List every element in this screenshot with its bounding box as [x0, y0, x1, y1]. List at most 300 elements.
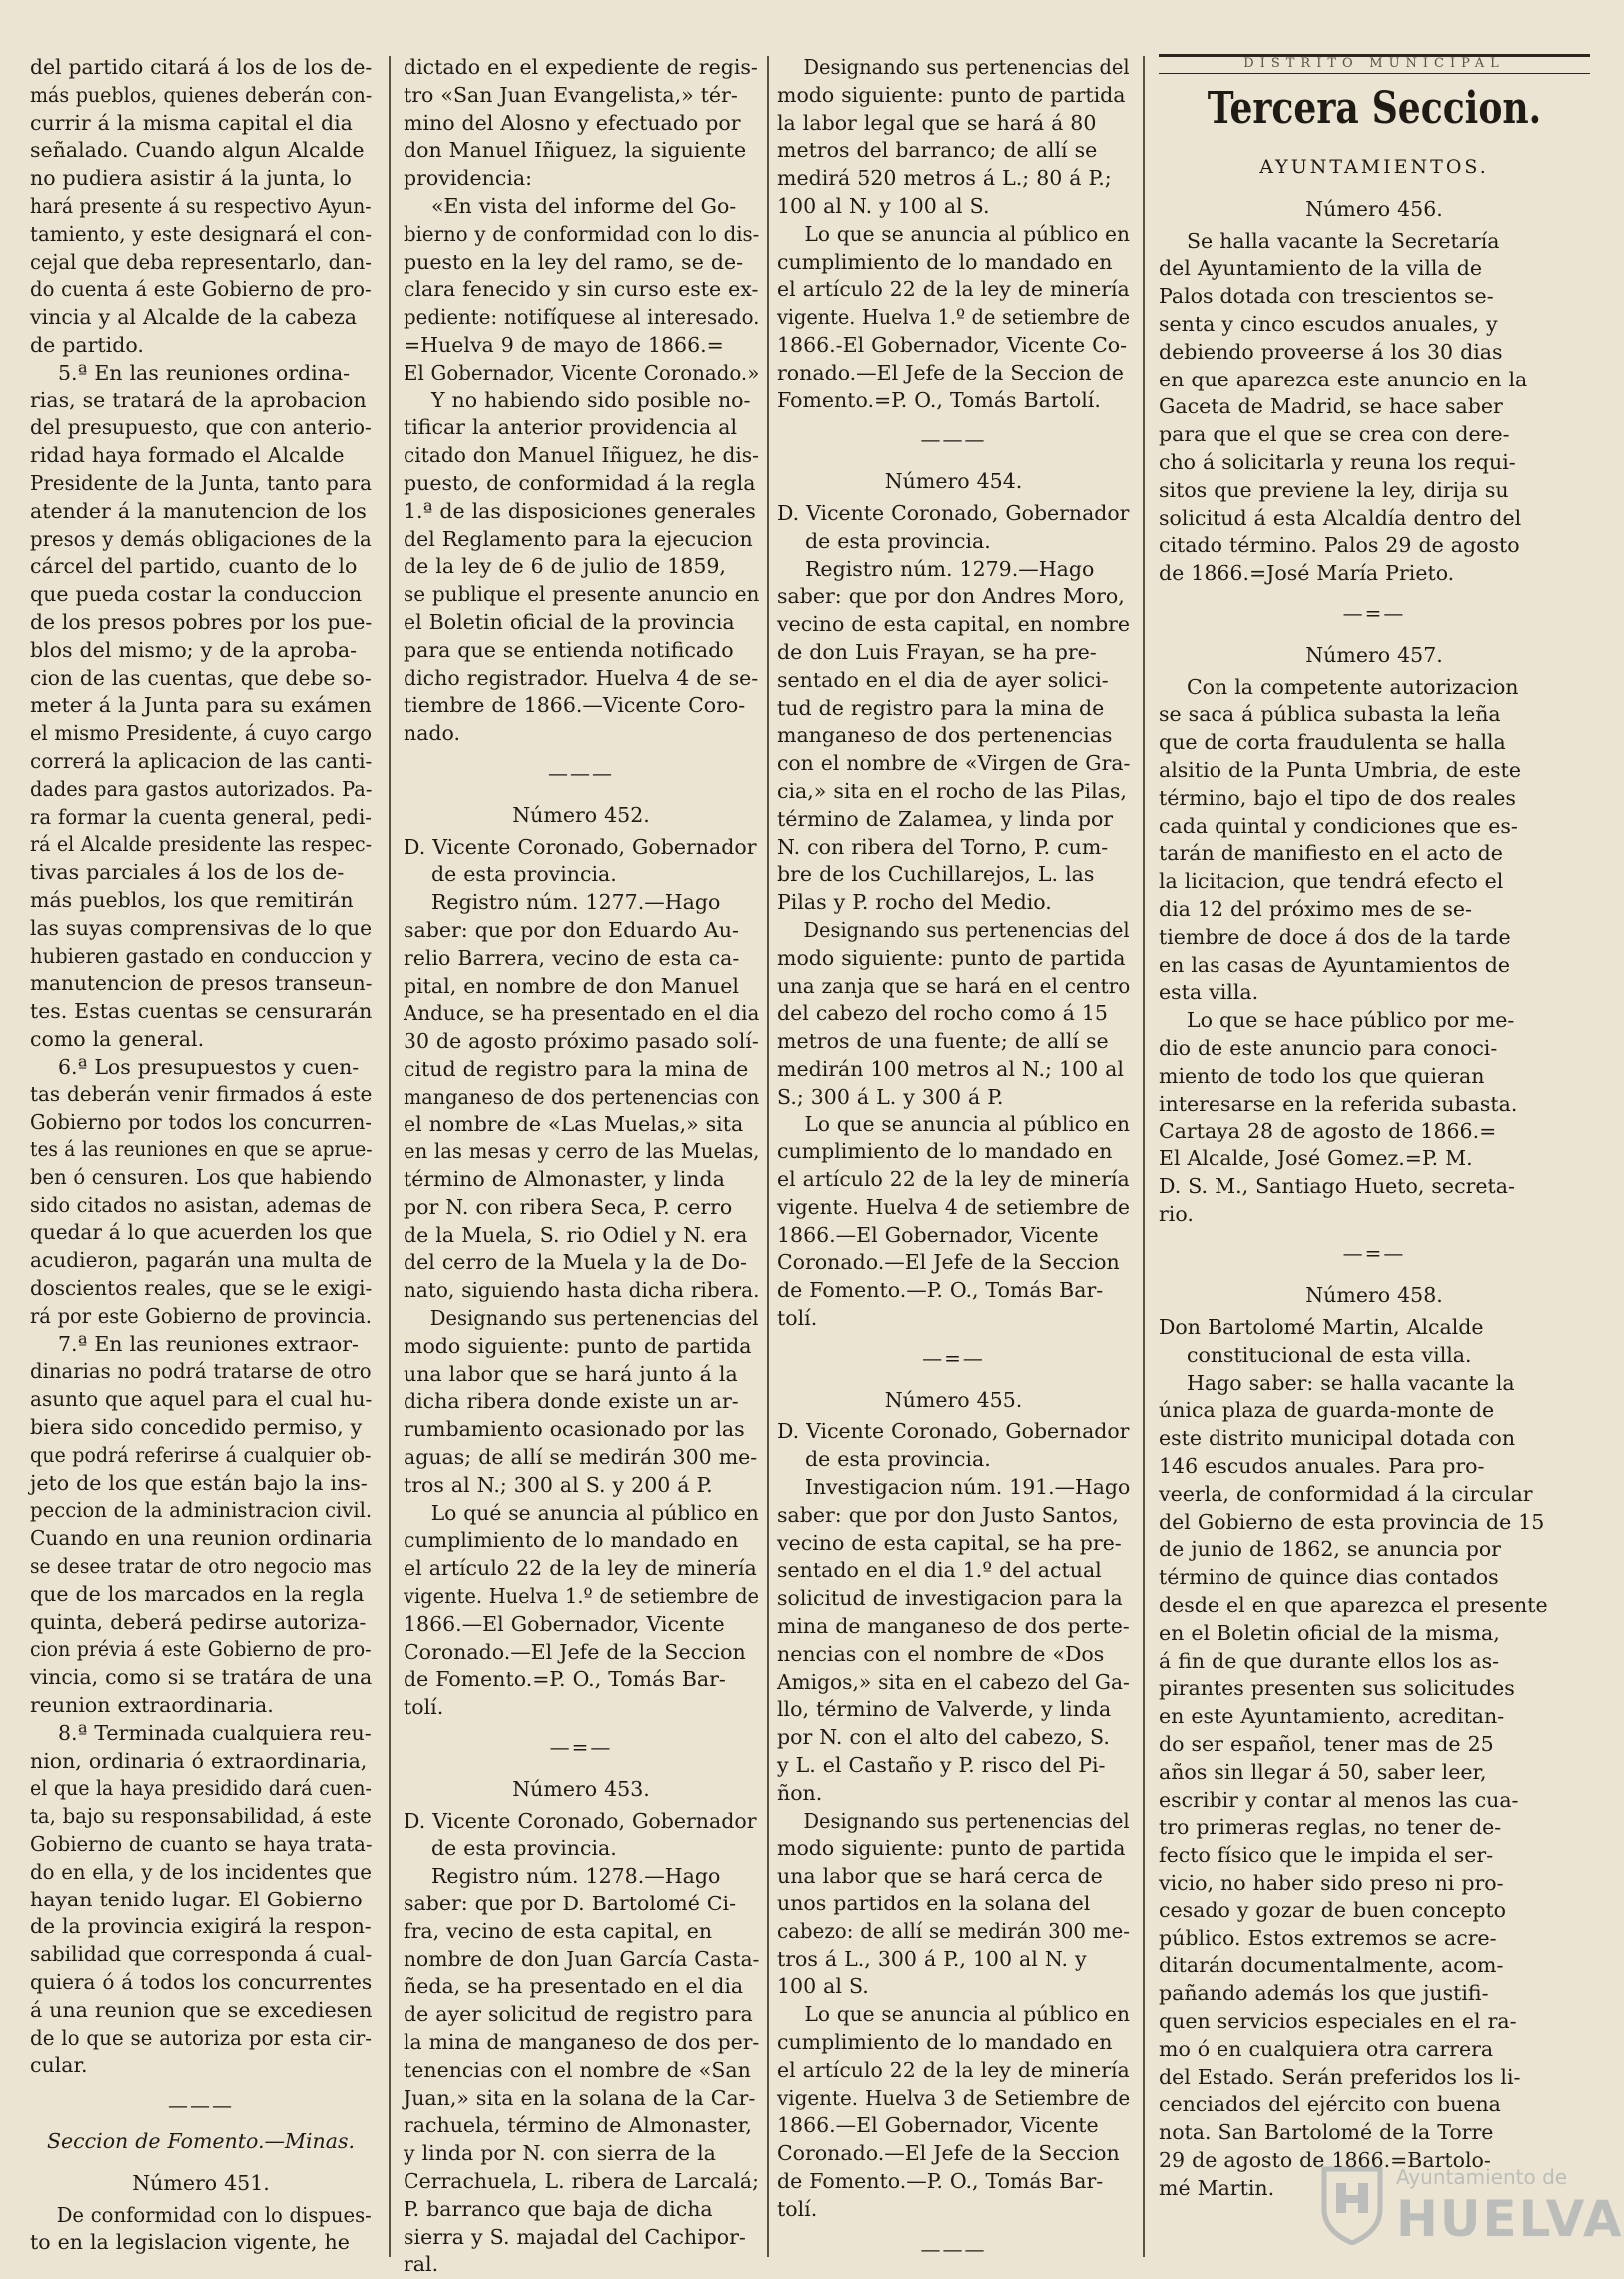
text-line: vigente. Huelva 1.º de setiembre de	[404, 1584, 759, 1609]
text-line: Anduce, se ha presentado en el dia	[404, 1001, 760, 1026]
text-line: llo, término de Valverde, y linda	[777, 1697, 1112, 1722]
text-line: manutencion de presos transeun-	[30, 971, 373, 996]
text-line: para que el que se crea con dere-	[1159, 422, 1510, 447]
text-line: do ser español, tener mas de 25	[1159, 1732, 1494, 1757]
text-line: El Gobernador, Vicente Coronado.»	[404, 360, 760, 384]
paragraph	[1159, 674, 1590, 1008]
text-line: modo siguiente: punto de partida	[404, 1333, 752, 1358]
text-line: veerla, de conformidad á la circular	[1159, 1481, 1533, 1506]
text-line: de 1866.=José María Prieto.	[1159, 561, 1455, 586]
text-line: pediente: notifíquese al interesado.	[404, 305, 760, 330]
text-line: Con la competente autorizacion	[1187, 674, 1519, 699]
text-line: del Ayuntamiento de la villa de	[1159, 256, 1482, 281]
text-line: años sin llegar á 50, saber leer,	[1159, 1759, 1487, 1784]
notice-number: Número 454.	[884, 469, 1023, 494]
text-line: D. S. M., Santiago Hueto, secreta-	[1159, 1173, 1515, 1198]
text-line: saber: que por D. Bartolomé Ci-	[404, 1892, 737, 1915]
text-line: señalado. Cuando algun Alcalde	[30, 138, 365, 163]
text-line: solicitud de investigacion para la	[777, 1586, 1123, 1611]
text-line: dia 12 del próximo mes de se-	[1159, 896, 1472, 921]
text-line: única plaza de guarda-monte de	[1159, 1398, 1495, 1423]
text-line: cejal que deba representarlo, dan-	[30, 249, 372, 274]
paragraph	[30, 1720, 372, 2080]
text-line: D. Vicente Coronado, Gobernador	[777, 500, 1130, 525]
text-line: del cerro de la Muela y la de Do-	[404, 1250, 747, 1275]
text-line: jeto de los que están bajo la ins-	[30, 1470, 368, 1495]
text-line: el artículo 22 de la ley de minería	[404, 1556, 757, 1581]
text-line: «En vista del informe del Go-	[431, 193, 737, 218]
text-line: tros al N.; 300 al S. y 200 á P.	[404, 1472, 713, 1497]
paragraph	[404, 1305, 759, 1500]
text-line: bierno y de conformidad con lo dis-	[404, 221, 760, 246]
text-line: 1866.—El Gobernador, Vicente	[404, 1611, 725, 1636]
text-line: á una reunion que se excediesen	[30, 1997, 373, 2022]
text-line: D. Vicente Coronado, Gobernador	[404, 834, 757, 859]
paragraph	[30, 1054, 372, 1331]
text-line: cenciados del ejército con buena	[1159, 2092, 1501, 2117]
text-line: citado don Manuel Iñiguez, he dis-	[404, 443, 759, 468]
text-line: la mina de manganeso de dos per-	[404, 2029, 760, 2054]
text-line: presos y demás obligaciones de la	[30, 526, 372, 551]
text-line: dicho registrador. Huelva 4 de se-	[404, 665, 759, 690]
text-line: cion de las cuentas, que debe so-	[30, 665, 372, 690]
text-line: tiembre de doce á dos de la tarde	[1159, 924, 1511, 949]
text-line: Coronado.—El Jefe de la Seccion	[777, 1250, 1120, 1275]
text-line: modo siguiente: punto de partida	[777, 1836, 1126, 1861]
text-line: atender á la manutencion de los	[30, 498, 367, 523]
text-line: del Estado. Serán preferidos los li-	[1159, 2064, 1521, 2089]
text-line: tamiento, y este designará el con-	[30, 221, 373, 246]
official-heading	[777, 1418, 1130, 1474]
text-line: modo siguiente: punto de partida	[777, 945, 1126, 970]
text-line: término de Zalamea, y linda por	[777, 806, 1114, 831]
text-line: blos del mismo; y de la aproba-	[30, 637, 358, 662]
text-line: más pueblos, quienes deberán con-	[30, 82, 373, 107]
text-line: 30 de agosto próximo pasado solí-	[404, 1029, 759, 1054]
text-line: mina de manganeso de dos perte-	[777, 1614, 1130, 1639]
text-line: ronado.—El Jefe de la Seccion de	[777, 360, 1124, 384]
text-line: solicitud á esta Alcaldía dentro del	[1159, 505, 1522, 530]
text-line: Fomento.=P. O., Tomás Bartolí.	[777, 387, 1101, 412]
text-line: 1866.-El Gobernador, Vicente Co-	[777, 332, 1128, 357]
text-line: más pueblos, los que remitirán	[30, 887, 354, 912]
text-line: de Fomento.—P. O., Tomás Bar-	[777, 2168, 1104, 2193]
text-line: tivas parciales á los de los de-	[30, 860, 345, 885]
text-line: nota. San Bartolomé de la Torre	[1159, 2120, 1494, 2145]
text-line: del Gobierno de esta provincia de 15	[1159, 1509, 1545, 1534]
text-line: sabilidad que corresponda á cual-	[30, 1942, 373, 1967]
text-line: ridad haya formado el Alcalde	[30, 443, 345, 468]
text-line: por N. con el alto del cabezo, S.	[777, 1725, 1110, 1750]
column-divider	[767, 56, 769, 2257]
text-line: do cuenta á este Gobierno de pro-	[30, 277, 372, 302]
text-line: rumbamiento ocasionado por las	[404, 1417, 745, 1442]
text-line: cion prévia á este Gobierno de pro-	[30, 1637, 372, 1662]
text-line: asunto que aquel para el cual hu-	[30, 1387, 373, 1412]
text-line: de esta provincia.	[431, 1836, 617, 1861]
text-line: Designando sus pertenencias del	[803, 917, 1130, 942]
official-heading	[777, 500, 1130, 556]
text-line: término de Almonaster, y linda	[404, 1167, 725, 1192]
text-line: Amigos,» sita en el cabezo del Ga-	[777, 1669, 1130, 1694]
text-line: dio de este anuncio para conoci-	[1159, 1035, 1498, 1060]
text-line: ñon.	[777, 1780, 823, 1805]
text-line: dinarias no podrá tratarse de otro	[30, 1359, 372, 1384]
watermark-line-1: Ayuntamiento de	[1396, 2165, 1568, 2189]
text-line: de partido.	[30, 332, 144, 357]
text-line: unos partidos en la solana del	[777, 1892, 1091, 1915]
text-line: D. Vicente Coronado, Gobernador	[404, 1808, 757, 1833]
text-line: nombre de don Juan García Casta-	[404, 1946, 760, 1971]
column-4	[1159, 54, 1590, 2259]
text-line: las suyas comprensivas de lo que	[30, 915, 373, 940]
text-line: clara fenecido y sin curso este ex-	[404, 277, 759, 302]
paragraph	[1159, 228, 1590, 588]
column-divider	[389, 56, 391, 2257]
text-line: de la Muela, S. rio Odiel y N. era	[404, 1222, 748, 1247]
text-line: providencia:	[404, 166, 533, 191]
text-line: de Fomento.—P. O., Tomás Bar-	[777, 1278, 1104, 1303]
text-line: dicha ribera donde existe un ar-	[404, 1389, 739, 1414]
text-line: la labor legal que se hará á 80	[777, 110, 1097, 135]
text-line: 5.ª En las reuniones ordina-	[58, 360, 351, 384]
text-line: nado.	[404, 721, 461, 746]
text-line: tarán de manifiesto en el acto de	[1159, 841, 1503, 866]
text-line: de esta provincia.	[805, 528, 991, 553]
text-line: tolí.	[777, 2196, 818, 2221]
text-line: Registro núm. 1278.—Hago	[431, 1864, 721, 1889]
paragraph	[777, 1111, 1130, 1332]
text-line: De conformidad con lo dispues-	[56, 2202, 372, 2227]
text-line: Presidente de la Junta, tanto para	[30, 470, 372, 495]
paragraph	[30, 54, 372, 360]
paragraph	[1159, 1007, 1590, 1228]
text-line: to en la legislacion vigente, he	[30, 2230, 350, 2255]
text-line: nato, siguiendo hasta dicha ribera.	[404, 1278, 760, 1303]
text-line: ra formar la cuenta general, pedi-	[30, 804, 372, 829]
text-line: el Boletin oficial de la provincia	[404, 609, 735, 634]
text-line: Cartaya 28 de agosto de 1866.=	[1159, 1119, 1497, 1143]
text-line: senta y cinco escudos anuales, y	[1159, 311, 1498, 336]
text-line: cia,» sita en el rocho de las Pilas,	[777, 778, 1127, 803]
section-subtitle: AYUNTAMIENTOS.	[1259, 156, 1489, 178]
text-line: peccion de la administracion civil.	[30, 1498, 373, 1523]
text-line: de esta provincia.	[805, 1447, 991, 1472]
paragraph	[404, 387, 759, 748]
text-line: debiendo proveerse á los 30 dias	[1159, 339, 1503, 364]
text-line: citado término. Palos 29 de agosto	[1159, 533, 1520, 558]
text-line: vicio, no haber sido preso ni pro-	[1159, 1871, 1504, 1896]
column-2	[404, 54, 760, 2277]
text-line: vecino de esta capital, se ha pre-	[777, 1530, 1122, 1555]
text-line: Juan,» sita en la solana de la Car-	[404, 2085, 756, 2110]
paragraph	[777, 1474, 1130, 1808]
column-3	[777, 54, 1130, 2259]
text-line: tro primeras reglas, no tener de-	[1159, 1815, 1502, 1840]
text-line: don Manuel Iñiguez, la siguiente	[404, 138, 747, 163]
text-line: el nombre de «Las Muelas,» sita	[404, 1112, 744, 1137]
text-line: vigente. Huelva 4 de setiembre de	[777, 1194, 1130, 1219]
text-line: cho á solicitarla y reuna los requi-	[1159, 449, 1516, 474]
text-line: rá el Alcalde presidente las respec-	[30, 832, 373, 857]
text-line: de la provincia exigirá la respon-	[30, 1914, 372, 1939]
text-line: que podrá referirse á cualquier ob-	[30, 1442, 372, 1467]
section-heading: Seccion de Fomento.—Minas.	[47, 2128, 355, 2153]
text-line: Registro núm. 1277.—Hago	[431, 890, 721, 915]
text-line: tiembre de 1866.—Vicente Coro-	[404, 693, 746, 718]
paragraph	[404, 54, 759, 193]
text-line: no pudiera asistir á la junta, lo	[30, 166, 352, 191]
text-line: de junio de 1862, se anuncia por	[1159, 1537, 1501, 1562]
text-line: currir á la misma capital el dia	[30, 110, 353, 135]
text-line: 8.ª Terminada cualquiera reu-	[58, 1720, 372, 1745]
text-line: Lo que se anuncia al público en	[804, 221, 1130, 246]
text-line: en el Boletin oficial de la misma,	[1159, 1620, 1500, 1645]
text-line: sentado en el dia de ayer solici-	[777, 667, 1109, 692]
text-line: vincia y al Alcalde de la cabeza	[30, 305, 357, 330]
notice-number: Número 455.	[884, 1387, 1023, 1412]
column-4-body	[1159, 196, 1590, 2203]
text-line: citud de registro para la mina de	[404, 1056, 749, 1081]
paragraph	[404, 193, 759, 387]
text-line: Gaceta de Madrid, se hace saber	[1159, 394, 1503, 419]
text-line: tros á L., 300 á P., 100 al N. y	[777, 1946, 1087, 1971]
text-line: una labor que se hará cerca de	[777, 1864, 1103, 1889]
text-line: acudieron, pagarán una multa de	[30, 1248, 373, 1273]
text-line: Gobierno de cuanto se haya trata-	[30, 1832, 373, 1856]
text-line: vigente. Huelva 3 de Setiembre de	[777, 2085, 1131, 2110]
paragraph	[777, 917, 1130, 1112]
text-line: Gobierno por todos los concurren-	[30, 1110, 372, 1135]
text-line: de lo que se autoriza por esta cir-	[30, 2025, 372, 2050]
text-line: el artículo 22 de la ley de minería	[777, 277, 1130, 302]
text-line: se publique el presente anuncio en	[404, 582, 760, 607]
paragraph	[1159, 1370, 1590, 2203]
text-line: cumplimiento de lo mandado en	[777, 1140, 1113, 1164]
text-line: como la general.	[30, 1026, 205, 1051]
text-line: dictado en el expediente de regis-	[404, 55, 758, 79]
text-line: sitos que previene la ley, dirija su	[1159, 477, 1509, 502]
text-line: cada quintal y condiciones que es-	[1159, 813, 1518, 838]
text-line: se desee tratar de otro negocio mas	[30, 1554, 372, 1579]
text-line: manganeso de dos pertenencias	[777, 723, 1113, 748]
paragraph	[404, 1863, 759, 2279]
text-line: tolí.	[404, 1695, 444, 1720]
text-line: S.; 300 á L. y 300 á P.	[777, 1084, 1004, 1109]
text-line: Don Bartolomé Martin, Alcalde	[1159, 1315, 1484, 1340]
text-line: 1866.—El Gobernador, Vicente	[777, 2113, 1099, 2138]
text-line: término de quince dias contados	[1159, 1565, 1499, 1590]
text-line: que de corta fraudulenta se halla	[1159, 730, 1506, 755]
text-line: constitucional de esta villa.	[1187, 1342, 1472, 1367]
text-line: 7.ª En las reuniones extraor-	[58, 1331, 359, 1356]
text-line: tolí.	[777, 1306, 818, 1331]
text-line: Lo que se anuncia al público en	[804, 1112, 1130, 1137]
text-line: y linda por N. con sierra de la	[404, 2141, 716, 2166]
separator-ornament: —=—	[1342, 1241, 1406, 1266]
text-line: tes á las reuniones en que se aprue-	[30, 1138, 373, 1162]
text-line: nion, ordinaria ó extraordinaria,	[30, 1748, 368, 1773]
text-line: El Alcalde, José Gomez.=P. M.	[1159, 1146, 1473, 1171]
text-line: término, bajo el tipo de dos reales	[1159, 785, 1516, 810]
text-line: mo ó en cualquiera otra carrera	[1159, 2036, 1494, 2061]
text-line: 100 al S.	[777, 1974, 869, 1999]
paragraph	[30, 2202, 372, 2258]
text-line: quinta, deberá pedirse autoriza-	[30, 1609, 367, 1634]
text-line: en este Ayuntamiento, acreditan-	[1159, 1704, 1505, 1729]
text-line: doscientos reales, que se le exigi-	[30, 1276, 373, 1301]
text-line: puesto en la ley del ramo, se de-	[404, 249, 744, 274]
text-line: 29 de agosto de 1866.=Bartolo-	[1159, 2147, 1491, 2172]
paragraph	[777, 556, 1130, 917]
text-line: por N. con ribera Seca, P. cerro	[404, 1194, 733, 1219]
text-line: una labor que se hará junto á la	[404, 1361, 738, 1386]
text-line: Cerrachuela, L. ribera de Larcalá;	[404, 2168, 759, 2193]
text-line: vincia, como si se tratára de una	[30, 1665, 373, 1690]
text-line: correrá la aplicacion de las canti-	[30, 748, 373, 773]
text-line: público. Estos extremos se acre-	[1159, 1925, 1497, 1950]
text-line: el artículo 22 de la ley de minería	[777, 2057, 1130, 2082]
text-line: sentado en el dia 1.º del actual	[777, 1558, 1102, 1583]
text-line: pital, en nombre de don Manuel	[404, 973, 739, 998]
text-line: del Reglamento para la ejecucion	[404, 526, 753, 551]
text-line: la licitacion, que tendrá efecto el	[1159, 869, 1504, 894]
text-line: 1866.—El Gobernador, Vicente	[777, 1222, 1099, 1247]
column-divider	[1143, 56, 1145, 2257]
text-line: de esta provincia.	[431, 862, 617, 887]
text-line: Cuando en una reunion ordinaria	[30, 1526, 373, 1551]
text-line: del partido citará á los de los de-	[30, 55, 373, 79]
text-line: quen servicios especiales en el ra-	[1159, 2009, 1517, 2033]
text-line: ral.	[404, 2252, 439, 2277]
notice-number: Número 453.	[512, 1776, 650, 1801]
text-line: Lo que se anuncia al público en	[804, 2002, 1130, 2027]
notice-number: Número 457.	[1305, 642, 1443, 667]
section-banner: DISTRITO MUNICIPAL	[1159, 54, 1590, 74]
text-line: puesto, de conformidad á la regla	[404, 470, 756, 495]
text-line: rias, se tratará de la aprobacion	[30, 387, 367, 412]
text-line: vecino de esta capital, en nombre	[777, 612, 1131, 637]
text-line: en las casas de Ayuntamientos de	[1159, 952, 1511, 977]
text-line: meter á la Junta para su exámen	[30, 693, 372, 718]
separator-ornament: —=—	[1342, 600, 1406, 625]
text-line: el mismo Presidente, á cuyo cargo	[30, 721, 373, 746]
separator-ornament: ———	[920, 427, 987, 452]
text-line: Investigacion núm. 191.—Hago	[804, 1475, 1131, 1500]
text-line: sierra y S. majadal del Cachipor-	[404, 2224, 746, 2249]
text-line: =Huelva 9 de mayo de 1866.=	[404, 332, 724, 357]
text-line: cumplimiento de lo mandado en	[404, 1528, 739, 1553]
text-line: quedar á lo que acuerden los que	[30, 1220, 373, 1245]
text-line: cabezo: de allí se medirán 300 me-	[777, 1918, 1130, 1943]
notice-number: Número 458.	[1305, 1283, 1443, 1308]
text-line: del presupuesto, que con anterio-	[30, 415, 372, 440]
text-line: del cabezo del rocho como á 15	[777, 1001, 1108, 1026]
watermark-logo	[1320, 2157, 1624, 2257]
text-line: miento de todo los que quieran	[1159, 1063, 1485, 1088]
text-line: Palos dotada con trescientos se-	[1159, 284, 1494, 309]
text-line: dades para gastos autorizados. Pa-	[30, 776, 373, 801]
paragraph	[777, 2001, 1130, 2223]
text-line: para que se entienda notificado	[404, 637, 734, 662]
text-line: saber: que por don Justo Santos,	[777, 1502, 1119, 1527]
text-line: aguas; de allí se medirán 300 me-	[404, 1445, 758, 1470]
text-line: tenencias con el nombre de «San	[404, 2057, 751, 2082]
separator-ornament: ———	[548, 760, 614, 785]
paragraph	[30, 360, 372, 1054]
text-line: de la ley de 6 de julio de 1859,	[404, 554, 726, 579]
separator-ornament: ———	[920, 2236, 987, 2261]
official-heading	[404, 834, 759, 890]
text-line: escribir y contar al menos las cua-	[1159, 1787, 1519, 1812]
text-line: hubieren gastado en conduccion y	[30, 943, 372, 968]
text-line: 100 al N. y 100 al S.	[777, 193, 990, 218]
notice-number: Número 451.	[132, 2170, 270, 2195]
text-line: Coronado.—El Jefe de la Seccion	[404, 1639, 746, 1664]
paragraph	[777, 221, 1130, 415]
text-line: cular.	[30, 2053, 88, 2078]
paragraph	[777, 1808, 1130, 2002]
text-line: Registro núm. 1279.—Hago	[805, 556, 1095, 581]
separator-ornament: —=—	[922, 1345, 985, 1370]
text-line: desde el en que aparezca el presente	[1159, 1593, 1548, 1618]
official-heading	[1159, 1314, 1590, 1370]
column-1	[30, 54, 372, 2259]
text-line: 1.ª de las disposiciones generales	[404, 498, 756, 523]
text-line: ñeda, se ha presentado en el dia	[404, 1974, 744, 1999]
text-line: rachuela, término de Almonaster,	[404, 2113, 752, 2138]
section-title: Tercera Seccion.	[1207, 83, 1542, 134]
text-line: cumplimiento de lo mandado en	[777, 2029, 1113, 2054]
text-line: tro «San Juan Evangelista,» tér-	[404, 82, 738, 107]
text-line: saber: que por don Andres Moro,	[777, 584, 1125, 609]
text-line: nencias con el nombre de «Dos	[777, 1641, 1105, 1666]
text-line: P. barranco que baja de dicha	[404, 2196, 713, 2221]
text-line: se saca á pública subasta la leña	[1159, 702, 1501, 727]
paragraph	[404, 1500, 759, 1722]
text-line: en que aparezca este anuncio en la	[1159, 367, 1528, 391]
official-heading	[404, 1808, 759, 1864]
text-line: medirá 520 metros á L.; 80 á P.;	[777, 166, 1112, 191]
paragraph	[30, 1331, 372, 1720]
text-line: Y no habiendo sido posible no-	[431, 387, 751, 412]
separator-ornament: ———	[168, 2093, 234, 2118]
text-line: quiera ó á todos los concurrentes	[30, 1969, 373, 1994]
text-line: hará presente á su respectivo Ayun-	[30, 193, 372, 218]
text-line: tes. Estas cuentas se censurarán	[30, 999, 373, 1024]
text-line: mino del Alosno y efectuado por	[404, 110, 741, 135]
text-line: cumplimiento de lo mandado en	[777, 249, 1113, 274]
text-line: metros del barranco; de allí se	[777, 138, 1098, 163]
text-line: rio.	[1159, 1201, 1194, 1226]
text-line: esta villa.	[1159, 980, 1259, 1005]
text-line: 146 escudos anuales. Para pro-	[1159, 1454, 1485, 1479]
text-line: ditarán documentalmente, acom-	[1159, 1953, 1504, 1978]
paragraph	[404, 889, 759, 1305]
text-line: Designando sus pertenencias del	[429, 1306, 759, 1331]
text-line: con el nombre de «Virgen de Gra-	[777, 751, 1131, 776]
text-line: tas deberán venir firmados á este	[30, 1082, 373, 1107]
watermark-line-2: HUELVA	[1396, 2190, 1624, 2248]
text-line: reunion extraordinaria.	[30, 1693, 274, 1718]
text-line: ben ó censuren. Los que habiendo	[30, 1164, 373, 1189]
text-line: Lo que se hace público por me-	[1187, 1008, 1515, 1033]
text-line: pañando además los que justifi-	[1159, 1981, 1489, 2006]
text-line: D. Vicente Coronado, Gobernador	[777, 1419, 1130, 1444]
text-line: modo siguiente: punto de partida	[777, 82, 1126, 107]
text-line: y L. el Castaño y P. risco del Pi-	[777, 1753, 1106, 1778]
text-line: saber: que por don Eduardo Au-	[404, 917, 739, 942]
